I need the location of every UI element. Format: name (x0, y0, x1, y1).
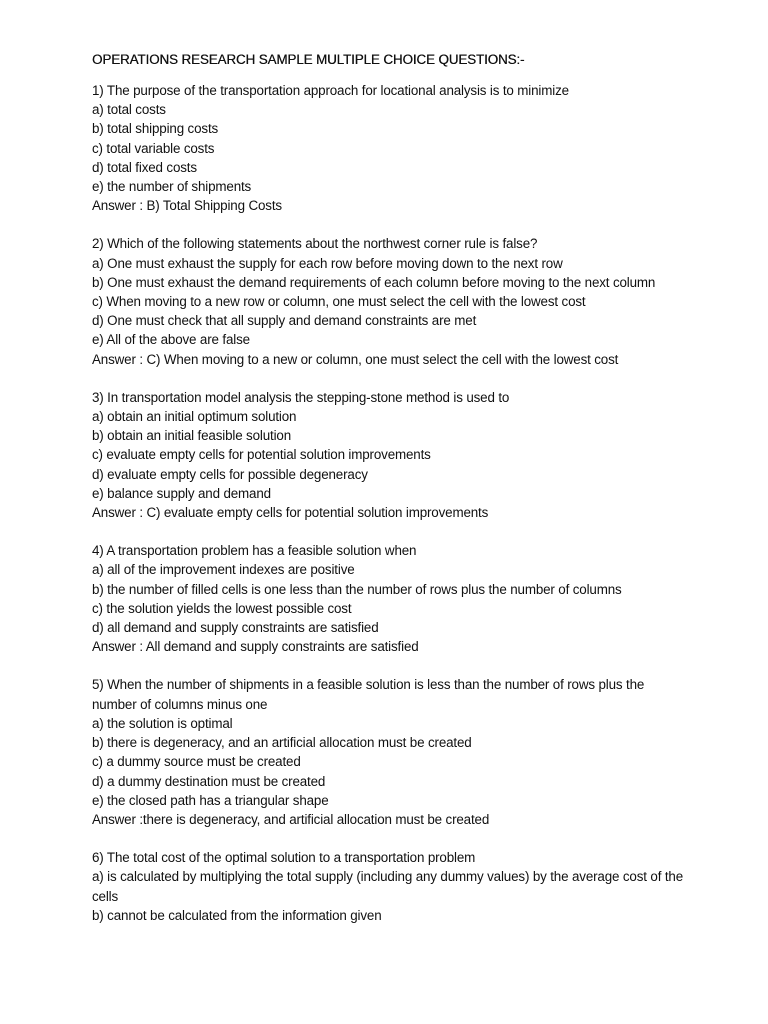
question-stem: 6) The total cost of the optimal solution to a transportation problem (92, 850, 476, 866)
option-d: d) a dummy destination must be created (92, 773, 326, 789)
option-c: c) the solution yields the lowest possible cost (92, 600, 352, 616)
question-stem-line-1: 5) When the number of shipments in a feasible solution is less than the number of rows plus the (92, 677, 645, 693)
question-stem: 4) A transportation problem has a feasible solution when (92, 543, 417, 559)
option-b: b) obtain an initial feasible solution (92, 428, 292, 444)
option-c: c) a dummy source must be created (92, 754, 301, 770)
question-3 (92, 388, 692, 522)
option-a: a) the solution is optimal (92, 715, 233, 731)
answer-line: Answer : B) Total Shipping Costs (92, 198, 282, 214)
question-stem-line-2: number of columns minus one (92, 696, 268, 712)
option-a: a) total costs (92, 102, 166, 118)
document-page (92, 50, 692, 944)
question-5 (92, 675, 692, 829)
answer-line: Answer :there is degeneracy, and artificial allocation must be created (92, 811, 490, 827)
answer-line: Answer : C) When moving to a new or column, one must select the cell with the lowest cost (92, 351, 619, 367)
option-b: b) cannot be calculated from the information given (92, 907, 382, 923)
option-e: e) the closed path has a triangular shape (92, 792, 329, 808)
question-stem: 2) Which of the following statements about the northwest corner rule is false? (92, 236, 538, 252)
option-a: a) One must exhaust the supply for each row before moving down to the next row (92, 255, 563, 271)
option-b: b) One must exhaust the demand requirements of each column before moving to the next column (92, 274, 656, 290)
document-title: OPERATIONS RESEARCH SAMPLE MULTIPLE CHOICE QUESTIONS:- (92, 52, 525, 67)
question-1 (92, 81, 692, 215)
option-c: c) evaluate empty cells for potential solution improvements (92, 447, 431, 463)
option-b: b) the number of filled cells is one less than the number of rows plus the number of columns (92, 581, 622, 597)
question-stem: 3) In transportation model analysis the stepping-stone method is used to (92, 389, 510, 405)
option-d: d) One must check that all supply and demand constraints are met (92, 313, 477, 329)
option-d: d) total fixed costs (92, 159, 197, 175)
option-e: e) the number of shipments (92, 179, 252, 195)
option-d: d) evaluate empty cells for possible degeneracy (92, 466, 368, 482)
option-b: b) total shipping costs (92, 121, 219, 137)
answer-line: Answer : C) evaluate empty cells for potential solution improvements (92, 505, 489, 521)
option-a-line-2: cells (92, 888, 119, 904)
option-b: b) there is degeneracy, and an artificial allocation must be created (92, 735, 472, 751)
option-e: e) All of the above are false (92, 332, 250, 348)
option-a: a) obtain an initial optimum solution (92, 409, 297, 425)
question-4 (92, 541, 692, 656)
question-stem: 1) The purpose of the transportation approach for locational analysis is to minimize (92, 83, 569, 98)
option-c: c) When moving to a new row or column, one must select the cell with the lowest cost (92, 294, 586, 310)
question-6 (92, 848, 692, 925)
option-c: c) total variable costs (92, 140, 215, 156)
question-2 (92, 234, 692, 368)
option-d: d) all demand and supply constraints are satisfied (92, 620, 379, 636)
answer-line: Answer : All demand and supply constraints are satisfied (92, 639, 419, 655)
option-a: a) all of the improvement indexes are positive (92, 562, 355, 578)
option-a-line-1: a) is calculated by multiplying the total supply (including any dummy values) by the average cost of the (92, 869, 684, 885)
option-e: e) balance supply and demand (92, 485, 271, 501)
